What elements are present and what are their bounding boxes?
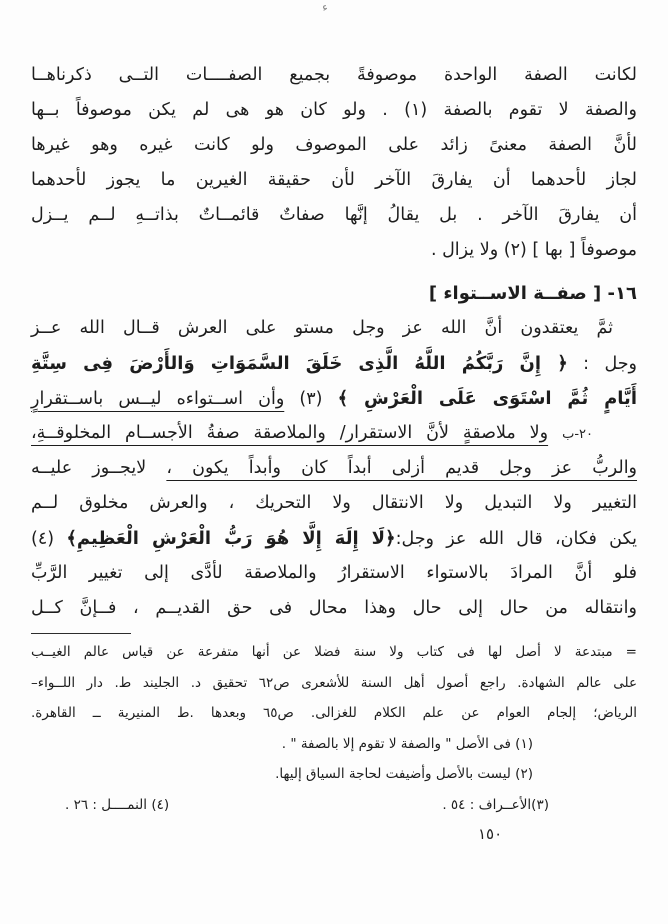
footnote-ref: (٣) — [284, 389, 338, 409]
footnote-separator — [31, 633, 131, 634]
underlined-text: والربُّ عز وجل قديم أزلى أبداً كان وأبداً يكون ، — [166, 458, 638, 478]
body-line: موصوفاً [ بها ] (٢) ولا يزال . — [430, 240, 637, 260]
body-line: فلو أنَّ المرادَ بالاستواء الاستقرارُ والملاصقة لأدَّى إلى تغيير الرَّبِّ — [31, 563, 637, 583]
folio-marker: ٢٠-ب — [562, 427, 593, 442]
footnote-line: الرياض؛ إلجام العوام عن علم الكلام للغزالى. ص٦٥ وبعدها .ط المنيرية ــ القاهرة. — [31, 705, 637, 721]
scan-artifact: ء — [320, 0, 330, 15]
underlined-text: ولا ملاصقةٍ لأنَّ الاستقرار/ والملاصقة صفةُ الأجســام المخلوقــةِ، — [31, 423, 549, 443]
body-line: ثمَّ يعتقدون أنَّ الله عز وجل مستو على العرش قــال الله عــز — [31, 318, 613, 338]
footnote-line: = مبتدعة لا أصل لها فى كتاب ولا سنة فضلا عن أنها متفرعة عن قياس عالم الغيــب — [31, 644, 637, 660]
footnote-ref: (٤) — [31, 529, 67, 549]
section-heading: ١٦- [ صفــة الاســتواء ] — [428, 283, 637, 304]
underlined-text: وأن اســتواءه ليــس باســتقرارٍ — [31, 389, 285, 409]
quran-verse: ﴿ إِنَّ رَبَّكُمُ اللَّهُ الَّذِى خَلَقَ السَّمَوَاتِ وَالأَرْضَ فِى سِتَّةِ — [31, 353, 568, 374]
body-text: وجل : — [567, 354, 638, 374]
footnote-naml: (٤) النمــــل : ٢٦ . — [65, 796, 170, 813]
page-content — [31, 58, 637, 820]
quran-verse: ﴿لَا إِلَهَ إِلَّا هُوَ رَبُّ الْعَرْشِ الْعَظِيمِ﴾ — [66, 528, 396, 549]
body-line — [31, 381, 637, 416]
body-line — [31, 416, 637, 451]
body-line: لجاز لأحدهما أن يفارقَ الآخر لأن حقيقة الغيرين ما يجوز لأحدهما — [31, 170, 637, 190]
footnote-line: على عالم الشهادة. راجع أصول أهل السنة للأشعرى ص٦٢ تحقيق د. الجليند ط. دار اللــواء– — [31, 674, 638, 691]
body-line — [31, 451, 637, 486]
body-line — [31, 346, 637, 381]
quran-verse: أَيَّامٍ ثُمَّ اسْتَوَى عَلَى الْعَرْشِ ﴾ — [337, 388, 637, 409]
body-line: وانتقاله من حال إلى حال وهذا محال فى حق القديــم ، فــإنَّ كــل — [31, 598, 637, 618]
body-line — [31, 521, 637, 556]
page-number: ١٥٠ — [478, 825, 503, 843]
body-line: أن يفارقَ الآخر . بل يقالُ إنَّها صفاتٌ قائمــاتٌ بذاتــهِ لــم يــزل — [31, 205, 637, 225]
body-line: لأنَّ الصفة معنىً زائد على الموصوف ولو كانت غيره وهو غيرها — [31, 135, 637, 155]
footnote-line — [31, 790, 637, 821]
footnote-line: (٢) ليست بالأصل وأضيفت لحاجة السياق إليها. — [275, 766, 533, 782]
body-line: لكانت الصفة الواحدة موصوفةً بجميع الصفــــات التــى ذكرناهــا — [31, 65, 637, 85]
footnote-araf: (٣)الأعــراف : ٥٤ . — [442, 796, 549, 813]
body-line: التغيير ولا التبديل ولا الانتقال ولا التحريك ، والعرش مخلوق لــم — [31, 493, 637, 513]
footnote-line: (١) فى الأصل " والصفة لا تقوم إلا بالصفة " . — [281, 735, 533, 752]
body-text: يكن فكان، قال الله عز وجل: — [395, 529, 637, 549]
body-text: لايجــوز عليــه — [31, 458, 167, 478]
body-line: والصفة لا تقوم بالصفة (١) . ولو كان هو هى لم يكن موصوفاً بــها — [31, 100, 637, 120]
